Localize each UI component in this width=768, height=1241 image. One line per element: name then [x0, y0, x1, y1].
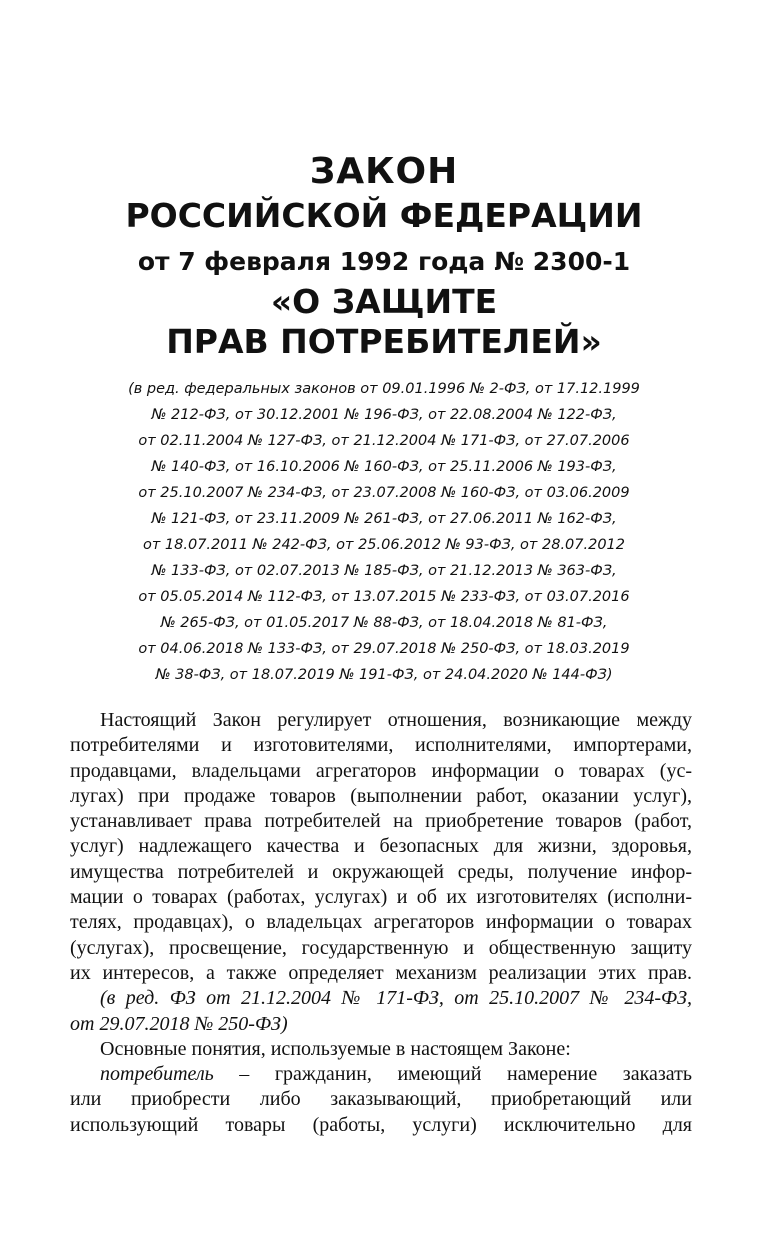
concepts-intro: Основные понятия, используемые в настоящем Законе:: [100, 1037, 571, 1060]
amendment-note-line: от 29.07.2018 № 250-ФЗ): [70, 1012, 288, 1035]
paragraph-line: продавцами, владельцами агрегаторов информации о товарах (ус-: [70, 759, 692, 782]
paragraph-line: Настоящий Закон регулирует отношения, возникающие между: [100, 709, 692, 731]
paragraph-line: устанавливает права потребителей на приобретение товаров (работ,: [70, 810, 692, 833]
amendment-line: от 25.10.2007 № 234-ФЗ, от 23.07.2008 № 160-ФЗ, от 03.06.2009: [138, 485, 630, 501]
paragraph-line: потребителями и изготовителями, исполнителями, импортерами,: [70, 734, 692, 757]
amendment-line: от 04.06.2018 № 133-ФЗ, от 29.07.2018 № 250-ФЗ, от 18.03.2019: [138, 641, 630, 657]
title-law: ЗАКОН: [309, 151, 459, 192]
paragraph-line: их интересов, а также определяет механизм реализации этих прав.: [70, 961, 692, 984]
title-subject-line2: ПРАВ ПОТРЕБИТЕЛЕЙ»: [166, 322, 602, 361]
amendment-line: от 18.07.2011 № 242-ФЗ, от 25.06.2012 № 93-ФЗ, от 28.07.2012: [142, 537, 626, 553]
amendment-line: (в ред. федеральных законов от 09.01.1996 № 2-ФЗ, от 17.12.1999: [128, 381, 640, 397]
paragraph-line: лугах) при продаже товаров (выполнении работ, оказании услуг),: [70, 784, 692, 807]
title-federation: РОССИЙСКОЙ ФЕДЕРАЦИИ: [125, 196, 643, 235]
title-subject-line1: «О ЗАЩИТЕ: [270, 282, 498, 321]
amendment-line: № 38-ФЗ, от 18.07.2019 № 191-ФЗ, от 24.04.2020 № 144-ФЗ): [155, 667, 613, 683]
amendment-line: № 121-ФЗ, от 23.11.2009 № 261-ФЗ, от 27.06.2011 № 162-ФЗ,: [151, 511, 617, 527]
consumer-definition-start: – гражданин, имеющий намерение заказать: [213, 1063, 692, 1086]
law-title: [0, 150, 768, 362]
consumer-definition-line: или приобрести либо заказывающий, приобретающий или: [70, 1088, 692, 1111]
consumer-term: потребитель: [100, 1063, 214, 1086]
amendment-line: № 265-ФЗ, от 01.05.2017 № 88-ФЗ, от 18.04.2018 № 81-ФЗ,: [160, 615, 608, 631]
amendment-line: № 212-ФЗ, от 30.12.2001 № 196-ФЗ, от 22.08.2004 № 122-ФЗ,: [151, 407, 617, 423]
paragraph-line: телях, продавцах), о владельцах агрегаторов информации о товарах: [70, 911, 692, 934]
amendment-note-line: (в ред. ФЗ от 21.12.2004 № 171-ФЗ, от 25.10.2007 № 234-ФЗ,: [100, 987, 692, 1010]
consumer-definition-line: использующий товары (работы, услуги) исключительно для: [70, 1113, 692, 1136]
paragraph-line: услуг) надлежащего качества и безопасных для жизни, здоровья,: [70, 835, 692, 858]
amendment-line: от 05.05.2014 № 112-ФЗ, от 13.07.2015 № 233-ФЗ, от 03.07.2016: [138, 589, 630, 605]
body-text: [70, 708, 692, 1138]
amendment-line: № 140-ФЗ, от 16.10.2006 № 160-ФЗ, от 25.11.2006 № 193-ФЗ,: [151, 459, 617, 475]
consumer-definition-line: [70, 1062, 692, 1087]
paragraph-line: (услугах), просвещение, государственную и общественную защиту: [70, 936, 692, 959]
title-date-number: от 7 февраля 1992 года № 2300-1: [137, 247, 631, 276]
amendment-line: № 133-ФЗ, от 02.07.2013 № 185-ФЗ, от 21.12.2013 № 363-ФЗ,: [151, 563, 617, 579]
paragraph-line: мации о товарах (работах, услугах) и об их изготовителях (исполни-: [70, 886, 692, 909]
paragraph-line: имущества потребителей и окружающей среды, получение инфор-: [70, 860, 692, 883]
amendments-list: [70, 376, 698, 688]
amendment-line: от 02.11.2004 № 127-ФЗ, от 21.12.2004 № 171-ФЗ, от 27.07.2006: [138, 433, 630, 449]
